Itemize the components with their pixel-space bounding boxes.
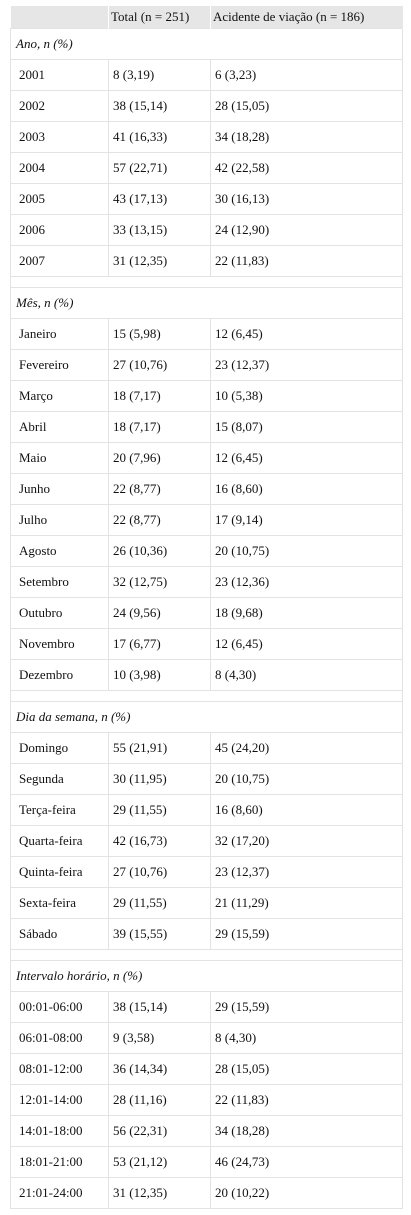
- row-label-cell: Sexta-feira: [11, 888, 109, 919]
- row-acidente-cell: 20 (10,75): [211, 764, 403, 795]
- row-label-cell: 2007: [11, 246, 109, 277]
- row-label-cell: Segunda: [11, 764, 109, 795]
- row-label-cell: Agosto: [11, 536, 109, 567]
- table-row: [11, 764, 403, 795]
- row-total-cell: 17 (6,77): [109, 629, 211, 660]
- row-total-cell: 28 (11,16): [109, 1085, 211, 1116]
- row-acidente-cell: 10 (5,38): [211, 381, 403, 412]
- row-total-cell: 41 (16,33): [109, 122, 211, 153]
- table-row: [11, 795, 403, 826]
- row-total-cell: 31 (12,35): [109, 246, 211, 277]
- row-label-cell: Junho: [11, 474, 109, 505]
- table-row: [11, 412, 403, 443]
- table-row: [11, 215, 403, 246]
- row-total-cell: 26 (10,36): [109, 536, 211, 567]
- row-total-cell: 18 (7,17): [109, 381, 211, 412]
- table-row: [11, 1116, 403, 1147]
- row-label-cell: 2004: [11, 153, 109, 184]
- row-total-cell: 53 (21,12): [109, 1147, 211, 1178]
- row-total-cell: 31 (12,35): [109, 1178, 211, 1209]
- row-label-cell: 21:01-24:00: [11, 1178, 109, 1209]
- row-total-cell: 36 (14,34): [109, 1054, 211, 1085]
- header-label-cell: [11, 6, 109, 29]
- row-label-cell: 00:01-06:00: [11, 992, 109, 1023]
- row-total-cell: 32 (12,75): [109, 567, 211, 598]
- header-row: [11, 6, 403, 29]
- section-spacer: [11, 950, 403, 961]
- section-title: Ano, n (%): [11, 29, 403, 60]
- table-row: [11, 919, 403, 950]
- section-title-row: [11, 961, 403, 992]
- row-label-cell: Fevereiro: [11, 350, 109, 381]
- row-acidente-cell: 23 (12,37): [211, 350, 403, 381]
- row-acidente-cell: 16 (8,60): [211, 474, 403, 505]
- row-label-cell: Quinta-feira: [11, 857, 109, 888]
- row-total-cell: 56 (22,31): [109, 1116, 211, 1147]
- row-total-cell: 39 (15,55): [109, 919, 211, 950]
- row-label-cell: 06:01-08:00: [11, 1023, 109, 1054]
- table-row: [11, 474, 403, 505]
- row-total-cell: 8 (3,19): [109, 60, 211, 91]
- row-acidente-cell: 16 (8,60): [211, 795, 403, 826]
- row-total-cell: 30 (11,95): [109, 764, 211, 795]
- row-total-cell: 10 (3,98): [109, 660, 211, 691]
- row-total-cell: 27 (10,76): [109, 857, 211, 888]
- row-acidente-cell: 34 (18,28): [211, 1116, 403, 1147]
- row-acidente-cell: 23 (12,37): [211, 857, 403, 888]
- row-total-cell: 18 (7,17): [109, 412, 211, 443]
- section-title: Dia da semana, n (%): [11, 702, 403, 733]
- table-row: [11, 567, 403, 598]
- table-row: [11, 536, 403, 567]
- row-label-cell: 2002: [11, 91, 109, 122]
- row-acidente-cell: 42 (22,58): [211, 153, 403, 184]
- row-label-cell: 2006: [11, 215, 109, 246]
- row-total-cell: 38 (15,14): [109, 992, 211, 1023]
- section-title: Mês, n (%): [11, 288, 403, 319]
- row-acidente-cell: 12 (6,45): [211, 443, 403, 474]
- row-acidente-cell: 24 (12,90): [211, 215, 403, 246]
- table-row: [11, 598, 403, 629]
- row-total-cell: 20 (7,96): [109, 443, 211, 474]
- row-label-cell: Novembro: [11, 629, 109, 660]
- row-total-cell: 38 (15,14): [109, 91, 211, 122]
- row-label-cell: 08:01-12:00: [11, 1054, 109, 1085]
- table-row: [11, 122, 403, 153]
- table-row: [11, 992, 403, 1023]
- row-acidente-cell: 22 (11,83): [211, 1085, 403, 1116]
- row-label-cell: Dezembro: [11, 660, 109, 691]
- row-label-cell: Março: [11, 381, 109, 412]
- section-title-row: [11, 29, 403, 60]
- header-total-cell: Total (n = 251): [109, 6, 211, 29]
- table-row: [11, 1023, 403, 1054]
- row-label-cell: 18:01-21:00: [11, 1147, 109, 1178]
- row-total-cell: 27 (10,76): [109, 350, 211, 381]
- row-label-cell: 12:01-14:00: [11, 1085, 109, 1116]
- table-row: [11, 888, 403, 919]
- section-title: Intervalo horário, n (%): [11, 961, 403, 992]
- row-acidente-cell: 20 (10,22): [211, 1178, 403, 1209]
- row-acidente-cell: 28 (15,05): [211, 1054, 403, 1085]
- table-row: [11, 1054, 403, 1085]
- row-total-cell: 22 (8,77): [109, 505, 211, 536]
- row-label-cell: Sábado: [11, 919, 109, 950]
- row-acidente-cell: 46 (24,73): [211, 1147, 403, 1178]
- row-acidente-cell: 20 (10,75): [211, 536, 403, 567]
- row-label-cell: 2001: [11, 60, 109, 91]
- table-row: [11, 857, 403, 888]
- row-label-cell: Terça-feira: [11, 795, 109, 826]
- table-row: [11, 91, 403, 122]
- row-label-cell: Abril: [11, 412, 109, 443]
- row-label-cell: Julho: [11, 505, 109, 536]
- row-acidente-cell: 21 (11,29): [211, 888, 403, 919]
- section-title-row: [11, 288, 403, 319]
- row-total-cell: 9 (3,58): [109, 1023, 211, 1054]
- row-label-cell: Quarta-feira: [11, 826, 109, 857]
- table-row: [11, 1085, 403, 1116]
- row-label-cell: 2005: [11, 184, 109, 215]
- row-label-cell: 2003: [11, 122, 109, 153]
- row-acidente-cell: 28 (15,05): [211, 91, 403, 122]
- row-label-cell: Outubro: [11, 598, 109, 629]
- row-acidente-cell: 30 (16,13): [211, 184, 403, 215]
- row-label-cell: Janeiro: [11, 319, 109, 350]
- row-total-cell: 55 (21,91): [109, 733, 211, 764]
- row-total-cell: 33 (13,15): [109, 215, 211, 246]
- spacer-cell: [11, 691, 403, 702]
- row-total-cell: 15 (5,98): [109, 319, 211, 350]
- table-row: [11, 319, 403, 350]
- row-acidente-cell: 8 (4,30): [211, 1023, 403, 1054]
- row-acidente-cell: 17 (9,14): [211, 505, 403, 536]
- row-acidente-cell: 29 (15,59): [211, 992, 403, 1023]
- data-table: [10, 6, 403, 1209]
- table-row: [11, 826, 403, 857]
- row-acidente-cell: 23 (12,36): [211, 567, 403, 598]
- row-total-cell: 29 (11,55): [109, 795, 211, 826]
- row-acidente-cell: 22 (11,83): [211, 246, 403, 277]
- row-acidente-cell: 12 (6,45): [211, 629, 403, 660]
- table-header: [11, 6, 403, 29]
- header-acidente-cell: Acidente de viação (n = 186): [211, 6, 403, 29]
- spacer-cell: [11, 277, 403, 288]
- section-spacer: [11, 691, 403, 702]
- section-spacer: [11, 277, 403, 288]
- row-acidente-cell: 34 (18,28): [211, 122, 403, 153]
- table-row: [11, 1147, 403, 1178]
- row-acidente-cell: 12 (6,45): [211, 319, 403, 350]
- row-label-cell: Maio: [11, 443, 109, 474]
- row-acidente-cell: 29 (15,59): [211, 919, 403, 950]
- section-title-row: [11, 702, 403, 733]
- table-row: [11, 505, 403, 536]
- table-row: [11, 381, 403, 412]
- row-total-cell: 42 (16,73): [109, 826, 211, 857]
- table-row: [11, 733, 403, 764]
- row-label-cell: Setembro: [11, 567, 109, 598]
- spacer-cell: [11, 950, 403, 961]
- table-row: [11, 184, 403, 215]
- row-total-cell: 22 (8,77): [109, 474, 211, 505]
- row-total-cell: 43 (17,13): [109, 184, 211, 215]
- row-acidente-cell: 15 (8,07): [211, 412, 403, 443]
- row-total-cell: 29 (11,55): [109, 888, 211, 919]
- table-row: [11, 443, 403, 474]
- table-row: [11, 350, 403, 381]
- table-row: [11, 60, 403, 91]
- row-total-cell: 57 (22,71): [109, 153, 211, 184]
- table-row: [11, 153, 403, 184]
- row-total-cell: 24 (9,56): [109, 598, 211, 629]
- table-row: [11, 660, 403, 691]
- table-row: [11, 246, 403, 277]
- row-acidente-cell: 32 (17,20): [211, 826, 403, 857]
- row-acidente-cell: 6 (3,23): [211, 60, 403, 91]
- row-acidente-cell: 8 (4,30): [211, 660, 403, 691]
- row-label-cell: 14:01-18:00: [11, 1116, 109, 1147]
- row-acidente-cell: 18 (9,68): [211, 598, 403, 629]
- table-body: [11, 29, 403, 1209]
- table-row: [11, 1178, 403, 1209]
- row-label-cell: Domingo: [11, 733, 109, 764]
- table-row: [11, 629, 403, 660]
- row-acidente-cell: 45 (24,20): [211, 733, 403, 764]
